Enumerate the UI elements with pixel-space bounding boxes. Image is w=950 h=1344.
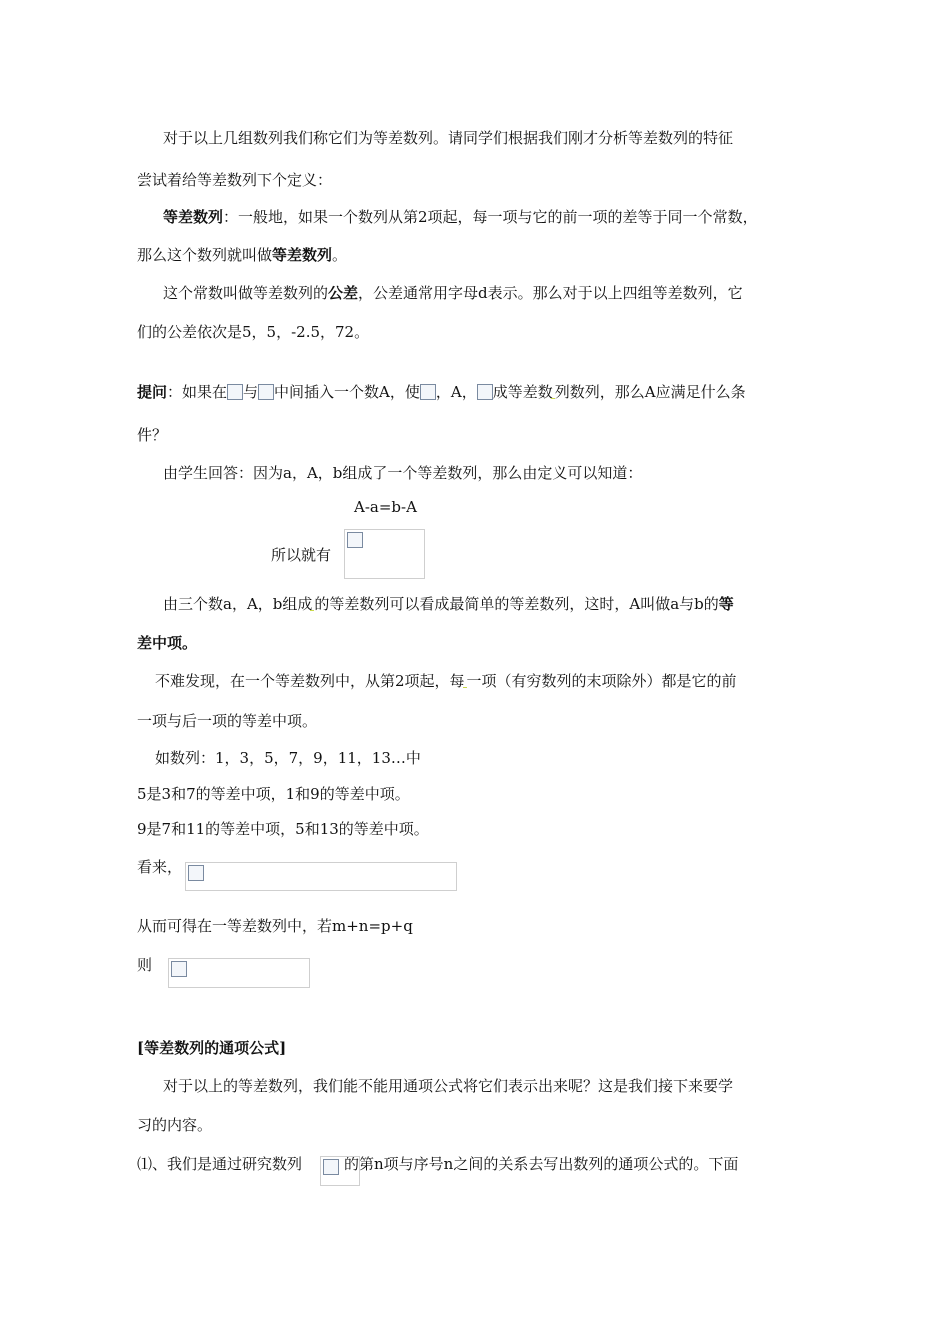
- text-line: 从而可得在一等差数列中，若m+n=p+q: [137, 917, 413, 935]
- text-line: 看来，: [137, 858, 183, 876]
- question-label: 提问: [137, 383, 168, 401]
- text: 这个常数叫做等差数列的: [163, 284, 329, 302]
- broken-image-icon: [171, 961, 187, 977]
- formula-image-box: [185, 862, 457, 891]
- term-arithmetic-mean: 差中项。: [137, 634, 198, 652]
- text-line: 9是7和11的等差中项，5和13的等差中项。: [137, 820, 429, 838]
- text-line: 所以就有: [271, 546, 332, 564]
- term-arithmetic-mean: 等: [718, 595, 734, 613]
- text: 那么这个数列就叫做: [137, 246, 273, 264]
- text: 。: [332, 246, 348, 264]
- text: ：一般地，如果一个数列从第2项起，每一项与它的前一项的差等于同一个常数，: [223, 208, 758, 226]
- text-line: 尝试着给等差数列下个定义：: [137, 171, 333, 189]
- text-line: 由学生回答：因为a，A，b组成了一个等差数列，那么由定义可以知道：: [163, 464, 643, 482]
- text: 与: [243, 383, 259, 401]
- definition-line: [163, 207, 758, 227]
- definition-line: [137, 245, 347, 265]
- broken-image-icon: [227, 384, 243, 400]
- text: 一项（有穷数列的末项除外）都是它的前: [466, 672, 737, 690]
- text: ，公差通常用字母d表示。那么对于以上四组等差数列，它: [358, 284, 743, 302]
- broken-image-icon: [188, 865, 204, 881]
- formula-image-box: [344, 529, 425, 579]
- section-heading: [等差数列的通项公式]: [137, 1039, 287, 1057]
- text-line: 对于以上的等差数列，我们能不能用通项公式将它们表示出来呢？这是我们接下来要学: [163, 1077, 734, 1095]
- text-line: [163, 594, 734, 614]
- text: 中间插入一个数A，使: [274, 383, 420, 401]
- formula-image-box: [168, 958, 310, 988]
- text-line: 对于以上几组数列我们称它们为等差数列。请同学们根据我们刚才分析等差数列的特征: [163, 129, 734, 147]
- text-line: 如数列：1，3，5，7，9，11，13…中: [155, 749, 421, 767]
- broken-image-icon: [477, 384, 493, 400]
- text: 列数列，那么A应满足什么条: [554, 383, 746, 401]
- text-line: 们的公差依次是5，5，-2.5，72。: [137, 323, 370, 341]
- text-line: [137, 1154, 738, 1174]
- term-common-difference: 公差: [328, 284, 359, 302]
- equation: A-a=b-A: [354, 498, 417, 516]
- text: ，A，: [435, 383, 477, 401]
- broken-image-icon: [420, 384, 436, 400]
- common-difference-line: [163, 283, 743, 303]
- text-line: [137, 633, 197, 653]
- text-line: 习的内容。: [137, 1116, 213, 1134]
- formula-image-box: [320, 1156, 360, 1186]
- broken-image-icon: [258, 384, 274, 400]
- broken-image-icon: [347, 532, 363, 548]
- text: ⑴、我们是通过研究数列: [137, 1155, 303, 1173]
- question-line: [137, 382, 746, 402]
- text: 由三个数a，A，b组成: [163, 595, 313, 613]
- text: 成等差数: [492, 383, 553, 401]
- term-arithmetic-sequence: 等差数列: [163, 208, 224, 226]
- text: ：如果在: [167, 383, 228, 401]
- text-line: 则: [137, 956, 153, 974]
- text-line: 件？: [137, 426, 168, 444]
- broken-image-icon: [323, 1159, 339, 1175]
- text: 不难发现，在一个等差数列中，从第2项起，每: [155, 672, 465, 690]
- text-line: [155, 671, 737, 691]
- text: 的第n项与序号n之间的关系去写出数列的通项公式的。下面: [344, 1155, 739, 1173]
- text-line: 5是3和7的等差中项，1和9的等差中项。: [137, 785, 410, 803]
- text-line: 一项与后一项的等差中项。: [137, 712, 318, 730]
- term-arithmetic-sequence: 等差数列: [272, 246, 333, 264]
- text: 的等差数列可以看成最简单的等差数列，这时，A叫做a与b的: [314, 595, 719, 613]
